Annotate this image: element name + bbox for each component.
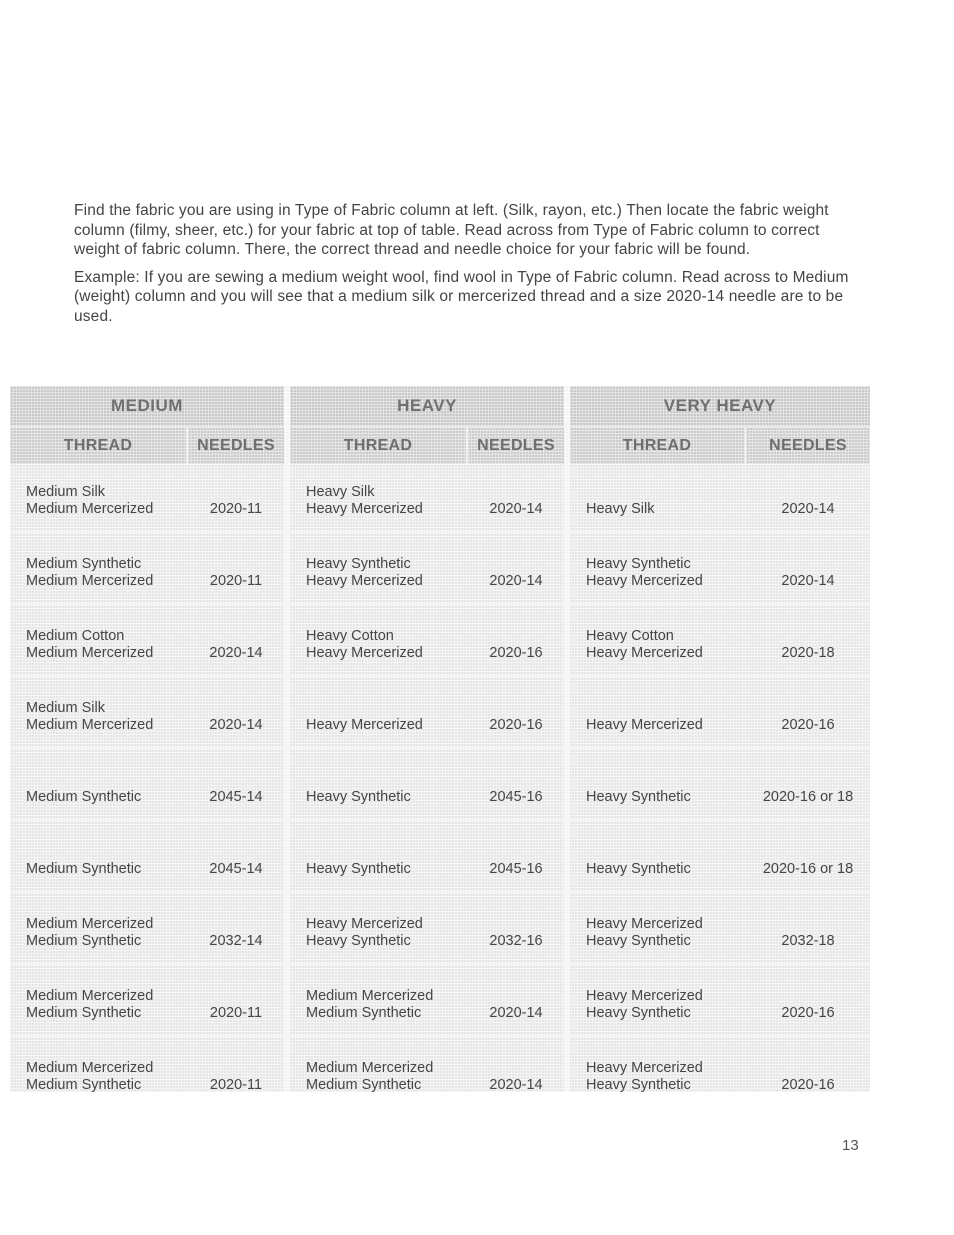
table-row xyxy=(10,682,870,742)
row-divider xyxy=(10,603,870,605)
table-row xyxy=(10,826,870,886)
thread-line: Medium Cotton xyxy=(26,628,125,644)
thread-line: Heavy Synthetic xyxy=(586,861,691,877)
heavy-needle-cell: 2032-16 xyxy=(489,933,543,949)
thread-line: Medium Synthetic xyxy=(26,789,142,805)
medium-needle-cell: 2020-14 xyxy=(209,645,263,661)
very-heavy-needle-cell: 2020-14 xyxy=(781,501,835,517)
row-divider xyxy=(10,675,870,677)
table-row xyxy=(10,898,870,958)
heavy-thread-cell xyxy=(306,789,411,806)
thread-line: Heavy Synthetic xyxy=(586,933,691,949)
medium-thread-cell xyxy=(26,484,153,518)
thread-line: Medium Synthetic xyxy=(306,1005,422,1021)
thread-line: Heavy Synthetic xyxy=(586,556,691,572)
thread-line: Heavy Synthetic xyxy=(306,861,411,877)
heavy-needle-cell: 2020-16 xyxy=(489,645,543,661)
heavy-thread-cell xyxy=(306,628,423,662)
medium-needle-cell: 2020-11 xyxy=(209,1005,263,1021)
table-row xyxy=(10,754,870,814)
medium-thread-cell xyxy=(26,1060,153,1094)
instructions-example-paragraph: Example: If you are sewing a medium weight wool, find wool in Type of Fabric column. Read across to Medium (weight) column and you will see that a medium silk or mercerized thread and a size 2020-14 needle are to be used. xyxy=(74,268,849,325)
very-heavy-thread-cell xyxy=(586,988,703,1022)
medium-thread-cell xyxy=(26,988,153,1022)
thread-line: Heavy Synthetic xyxy=(586,1077,691,1093)
table-row xyxy=(10,1042,870,1102)
thread-line: Heavy Cotton xyxy=(586,628,674,644)
very-heavy-needle-cell: 2020-16 or 18 xyxy=(762,789,854,805)
thread-line: Heavy Silk xyxy=(306,484,375,500)
heavy-needle-cell: 2045-16 xyxy=(489,861,543,877)
medium-thread-cell xyxy=(26,861,141,878)
heavy-thread-cell xyxy=(306,861,411,878)
group-header-very-heavy: VERY HEAVY xyxy=(570,386,870,426)
very-heavy-needle-cell: 2020-16 xyxy=(781,1005,835,1021)
thread-line: Heavy Synthetic xyxy=(586,1005,691,1021)
thread-line: Heavy Mercerized xyxy=(586,988,703,1004)
thread-line: Heavy Synthetic xyxy=(306,789,411,805)
thread-line: Medium Synthetic xyxy=(26,861,142,877)
thread-line: Heavy Mercerized xyxy=(586,573,703,589)
thread-line: Medium Mercerized xyxy=(26,988,154,1004)
thread-line: Heavy Mercerized xyxy=(586,645,703,661)
very-heavy-thread-cell xyxy=(586,861,691,878)
medium-thread-cell xyxy=(26,916,153,950)
heavy-thread-cell xyxy=(306,916,423,950)
thread-line: Heavy Synthetic xyxy=(306,556,411,572)
very-heavy-thread-cell xyxy=(586,1060,703,1094)
col-header-medium-thread: THREAD xyxy=(10,428,186,464)
heavy-thread-cell xyxy=(306,1060,433,1094)
heavy-needle-cell: 2020-16 xyxy=(489,717,543,733)
very-heavy-needle-cell: 2032-18 xyxy=(781,933,835,949)
thread-line: Heavy Mercerized xyxy=(306,916,423,932)
thread-line: Heavy Silk xyxy=(586,501,655,517)
medium-needle-cell: 2045-14 xyxy=(209,789,263,805)
thread-line: Medium Synthetic xyxy=(26,556,142,572)
thread-line: Heavy Cotton xyxy=(306,628,394,644)
thread-line: Medium Mercerized xyxy=(26,916,154,932)
medium-thread-cell xyxy=(26,556,153,590)
instructions xyxy=(74,201,864,334)
very-heavy-thread-cell xyxy=(586,501,655,518)
heavy-thread-cell xyxy=(306,556,423,590)
col-header-heavy-thread: THREAD xyxy=(290,428,466,464)
row-divider xyxy=(10,531,870,533)
very-heavy-needle-cell: 2020-16 xyxy=(781,1077,835,1093)
thread-line: Medium Mercerized xyxy=(26,717,154,733)
thread-line: Heavy Synthetic xyxy=(586,789,691,805)
very-heavy-needle-cell: 2020-16 xyxy=(781,717,835,733)
medium-needle-cell: 2020-11 xyxy=(209,573,263,589)
heavy-needle-cell: 2020-14 xyxy=(489,573,543,589)
thread-line: Medium Mercerized xyxy=(26,645,154,661)
thread-line: Medium Synthetic xyxy=(26,1077,142,1093)
thread-line: Medium Mercerized xyxy=(26,573,154,589)
medium-needle-cell: 2045-14 xyxy=(209,861,263,877)
thread-line: Medium Synthetic xyxy=(306,1077,422,1093)
thread-line: Medium Mercerized xyxy=(306,1060,434,1076)
very-heavy-thread-cell xyxy=(586,717,703,734)
very-heavy-needle-cell: 2020-16 or 18 xyxy=(762,861,854,877)
heavy-needle-cell: 2045-16 xyxy=(489,789,543,805)
col-header-very-heavy-thread: THREAD xyxy=(570,428,744,464)
thread-line: Heavy Mercerized xyxy=(306,501,423,517)
thread-line: Heavy Mercerized xyxy=(306,645,423,661)
thread-line: Heavy Mercerized xyxy=(586,1060,703,1076)
very-heavy-thread-cell xyxy=(586,916,703,950)
medium-thread-cell xyxy=(26,700,153,734)
thread-needle-table xyxy=(10,386,870,1092)
row-divider xyxy=(10,747,870,749)
medium-needle-cell: 2032-14 xyxy=(209,933,263,949)
page-number: 13 xyxy=(842,1137,859,1154)
very-heavy-thread-cell xyxy=(586,789,691,806)
heavy-thread-cell xyxy=(306,484,423,518)
very-heavy-thread-cell xyxy=(586,628,703,662)
thread-line: Medium Mercerized xyxy=(26,501,154,517)
thread-line: Medium Synthetic xyxy=(26,933,142,949)
medium-thread-cell xyxy=(26,789,141,806)
medium-needle-cell: 2020-11 xyxy=(209,1077,263,1093)
group-header-heavy: HEAVY xyxy=(290,386,564,426)
table-row xyxy=(10,538,870,598)
thread-line: Medium Silk xyxy=(26,484,105,500)
heavy-needle-cell: 2020-14 xyxy=(489,501,543,517)
row-divider xyxy=(10,819,870,821)
very-heavy-needle-cell: 2020-14 xyxy=(781,573,835,589)
thread-line: Medium Synthetic xyxy=(26,1005,142,1021)
col-header-heavy-needles: NEEDLES xyxy=(468,428,564,464)
thread-line: Medium Mercerized xyxy=(306,988,434,1004)
medium-thread-cell xyxy=(26,628,153,662)
thread-line: Heavy Mercerized xyxy=(586,717,703,733)
very-heavy-needle-cell: 2020-18 xyxy=(781,645,835,661)
table-row xyxy=(10,610,870,670)
heavy-thread-cell xyxy=(306,988,433,1022)
thread-line: Heavy Mercerized xyxy=(586,916,703,932)
very-heavy-thread-cell xyxy=(586,556,703,590)
instructions-paragraph-1: Find the fabric you are using in Type of Fabric column at left. (Silk, rayon, etc.) Then locate the fabric weight column (filmy, sheer, etc.) for your fabric at top of table. Read across from Type of Fabric column to correct weight of fabric column. There, the correct thread and needle choice for your fabric will be found. xyxy=(74,202,829,258)
row-divider xyxy=(10,963,870,965)
medium-needle-cell: 2020-11 xyxy=(209,501,263,517)
row-divider xyxy=(10,891,870,893)
table-row xyxy=(10,970,870,1030)
thread-line: Heavy Mercerized xyxy=(306,573,423,589)
heavy-thread-cell xyxy=(306,717,423,734)
row-divider xyxy=(10,1035,870,1037)
table-row xyxy=(10,466,870,526)
group-header-medium: MEDIUM xyxy=(10,386,284,426)
heavy-needle-cell: 2020-14 xyxy=(489,1005,543,1021)
col-header-very-heavy-needles: NEEDLES xyxy=(746,428,870,464)
thread-line: Heavy Synthetic xyxy=(306,933,411,949)
medium-needle-cell: 2020-14 xyxy=(209,717,263,733)
thread-line: Medium Silk xyxy=(26,700,105,716)
thread-line: Medium Mercerized xyxy=(26,1060,154,1076)
thread-line: Heavy Mercerized xyxy=(306,717,423,733)
heavy-needle-cell: 2020-14 xyxy=(489,1077,543,1093)
col-header-medium-needles: NEEDLES xyxy=(188,428,284,464)
